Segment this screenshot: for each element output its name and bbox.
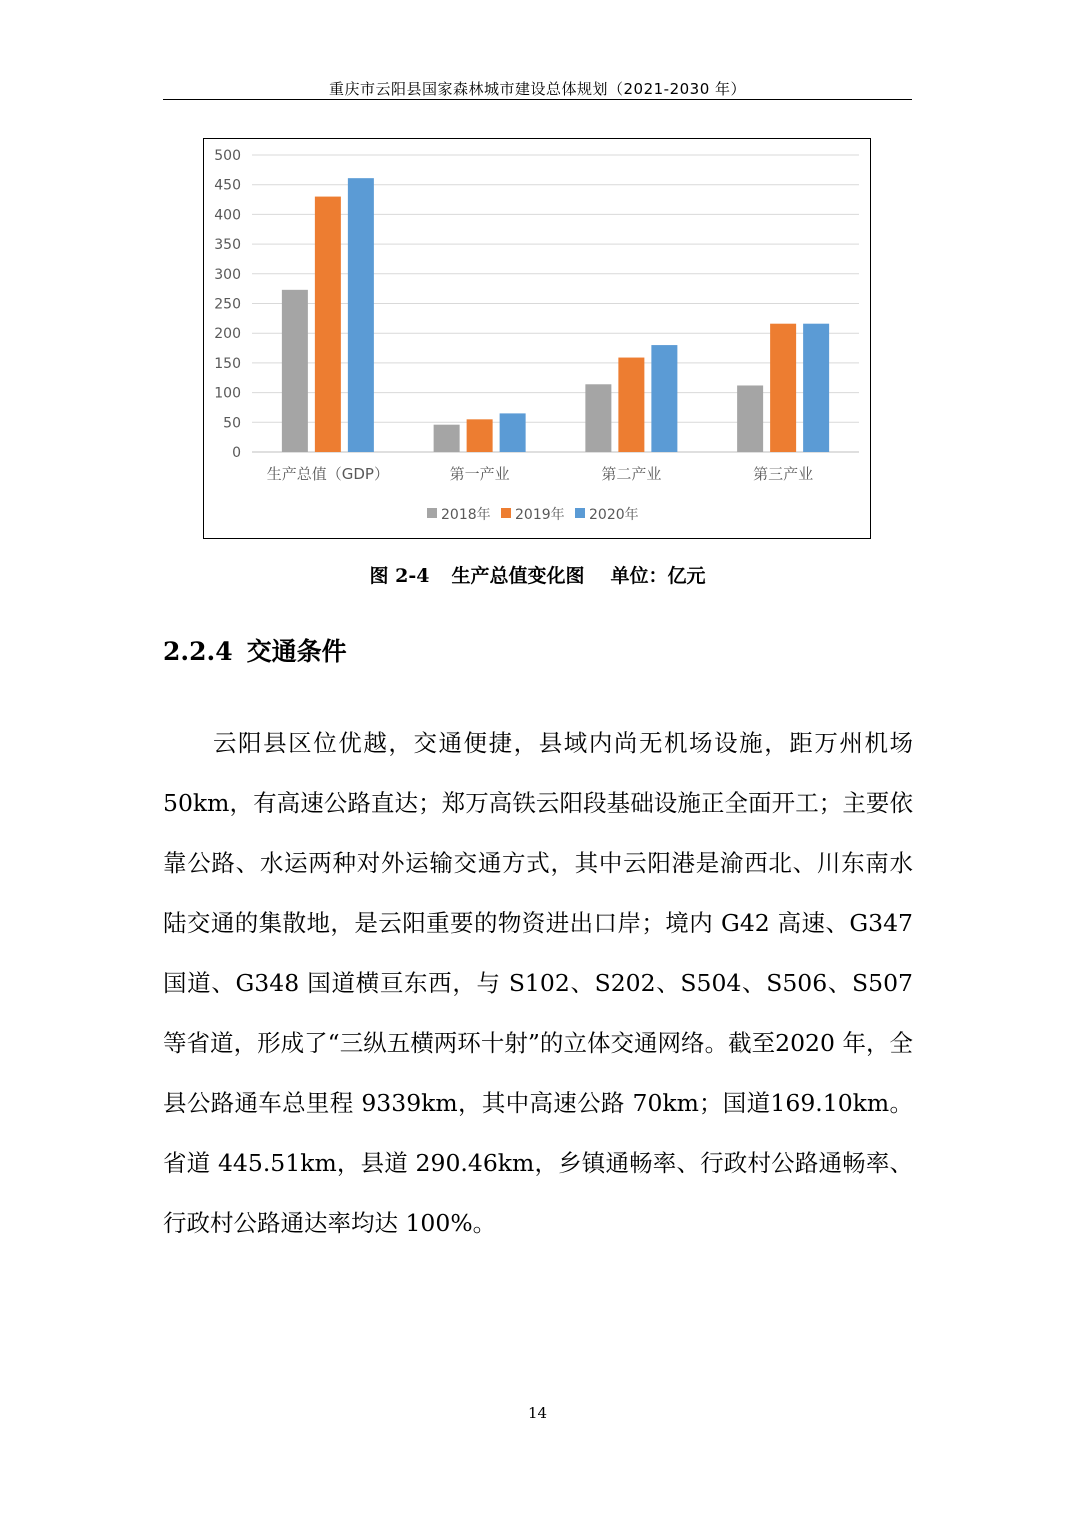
bar <box>651 345 677 452</box>
figure-title: 生产总值变化图 <box>451 565 585 587</box>
y-tick-label: 100 <box>214 385 241 402</box>
chart-canvas <box>204 139 872 540</box>
section-title: 交通条件 <box>246 637 347 666</box>
bar <box>348 178 374 452</box>
y-tick-label: 200 <box>214 326 241 343</box>
x-category-label: 第三产业 <box>753 465 814 483</box>
page-number: 14 <box>527 1404 548 1422</box>
y-tick-label: 50 <box>223 415 241 432</box>
header-rule <box>163 99 912 100</box>
y-tick-label: 250 <box>214 296 241 313</box>
y-tick-label: 500 <box>214 148 241 164</box>
y-tick-label: 350 <box>214 237 241 254</box>
legend-label: 2020年 <box>589 507 639 523</box>
legend-label: 2019年 <box>515 507 565 523</box>
y-tick-label: 150 <box>214 355 241 372</box>
bar <box>467 419 493 452</box>
y-tick-label: 400 <box>214 207 241 224</box>
bar <box>770 324 796 452</box>
bar <box>282 290 308 452</box>
legend-swatch <box>575 508 585 518</box>
section-number: 2.2.4 <box>163 637 233 666</box>
y-tick-label: 300 <box>214 266 241 283</box>
figure-caption <box>163 561 912 588</box>
legend-swatch <box>427 508 437 518</box>
section-heading <box>163 632 347 668</box>
bar <box>434 425 460 452</box>
body-paragraph: 云阳县区位优越，交通便捷，县域内尚无机场设施，距万州机场50km，有高速公路直达；郑万高铁云阳段基础设施正全面开工；主要依靠公路、水运两种对外运输交通方式，其中云阳港是渝西北、川东南水陆交通的集散地，是云阳重要的物资进出口岸；境内 G42 高速、G347 国道、G348 国道横亘东西，与 S102、S202、S504、S506、S507 等省道，形成了“三纵五横两环十射”的立体交通网络。截至2020 年，全县公路通车总里程 9339km，其中高速公路 70km；国道169.10km。省道 445.51km，县道 290.46km，乡镇通畅率、行政村公路通畅率、行政村公路通达率均达 100%。 <box>163 729 913 1237</box>
legend-swatch <box>501 508 511 518</box>
gdp-bar-chart <box>203 138 871 539</box>
bar <box>803 324 829 452</box>
bar <box>315 197 341 452</box>
figure-number: 图 2-4 <box>369 565 430 587</box>
x-category-label: 第一产业 <box>449 465 510 483</box>
y-tick-label: 0 <box>232 445 241 461</box>
bar <box>500 413 526 452</box>
running-header: 重庆市云阳县国家森林城市建设总体规划（2021-2030 年） <box>328 80 747 98</box>
x-category-label: 生产总值（GDP） <box>266 465 389 483</box>
figure-unit: 单位：亿元 <box>610 565 706 587</box>
legend-label: 2018年 <box>441 507 491 523</box>
bar <box>585 384 611 452</box>
y-tick-label: 450 <box>214 177 241 194</box>
bar <box>737 385 763 452</box>
x-category-label: 第二产业 <box>601 465 662 483</box>
bar <box>618 358 644 452</box>
